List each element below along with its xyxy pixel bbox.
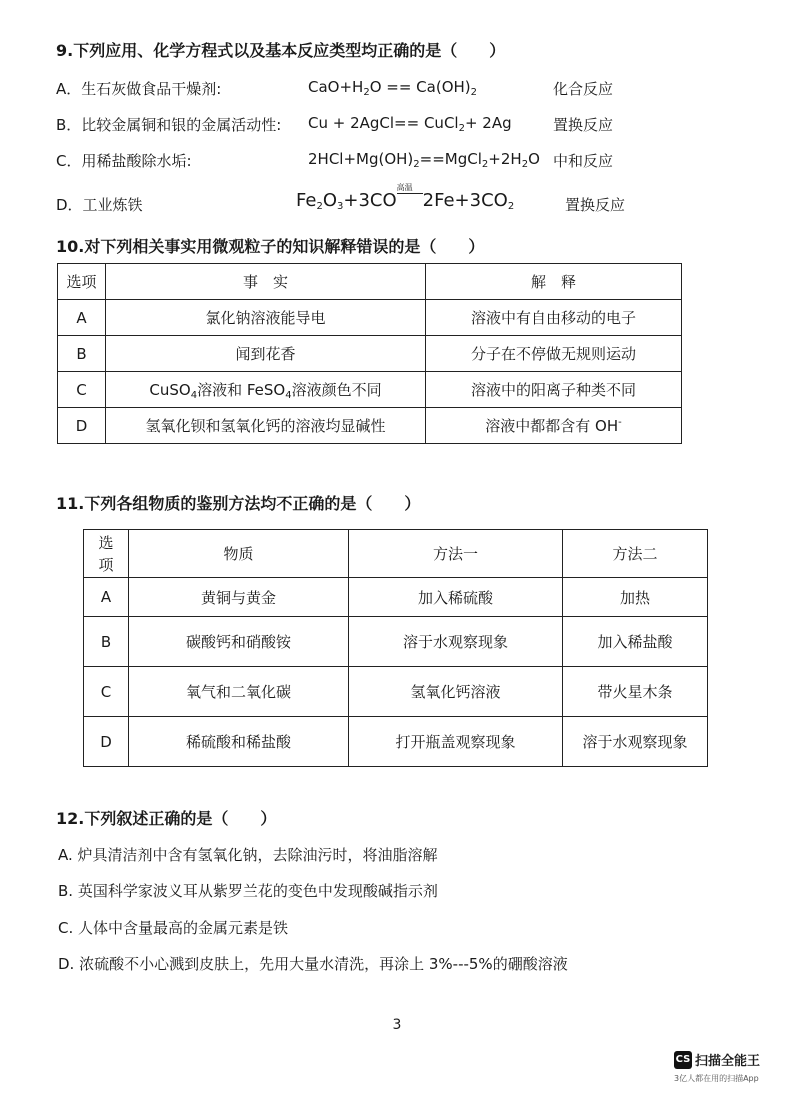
- q9-option-c-label: C．用稀盐酸除水垢:: [56, 152, 192, 170]
- row-method-2: 带火星木条: [563, 667, 708, 717]
- scanner-logo: [674, 1050, 760, 1069]
- q12-option-c: C. 人体中含量最高的金属元素是铁: [58, 919, 289, 937]
- row-fact: 氢氧化钡和氢氧化钙的溶液均显碱性: [106, 408, 426, 444]
- row-method-2: 加热: [563, 578, 708, 617]
- table-header-row: [84, 530, 708, 578]
- q12-option-b: B. 英国科学家波义耳从紫罗兰花的变色中发现酸碱指示剂: [58, 882, 438, 900]
- row-method-2: 加入稀盐酸: [563, 617, 708, 667]
- row-substance: 稀硫酸和稀盐酸: [129, 717, 349, 767]
- table-row: [84, 717, 708, 767]
- table-header-row: [58, 264, 682, 300]
- table-row: [84, 617, 708, 667]
- q12-title: 12.下列叙述正确的是（ ）: [56, 809, 277, 828]
- header-substance: 物质: [129, 530, 349, 578]
- q9-option-b-type: 置换反应: [553, 116, 614, 134]
- q9-option-a-label: A．生石灰做食品干燥剂:: [56, 80, 222, 98]
- row-method-1: 打开瓶盖观察现象: [349, 717, 563, 767]
- header-option: 选 项: [84, 530, 129, 578]
- table-row: [84, 667, 708, 717]
- table-row: [84, 578, 708, 617]
- row-substance: 氧气和二氧化碳: [129, 667, 349, 717]
- row-method-2: 溶于水观察现象: [563, 717, 708, 767]
- logo-name: 扫描全能王: [695, 1054, 761, 1069]
- row-option: C: [84, 667, 129, 717]
- q9-option-b-label: B．比较金属铜和银的金属活动性:: [56, 116, 282, 134]
- table-row: [58, 336, 682, 372]
- table-row: [58, 372, 682, 408]
- row-option: A: [84, 578, 129, 617]
- q9-option-d-equation: $Fe_2O_3+3CO$ 高温 $2Fe+3CO_2$: [296, 183, 515, 212]
- q9-option-a-type: 化合反应: [553, 80, 614, 98]
- row-fact: 闻到花香: [106, 336, 426, 372]
- header-method-1: 方法一: [349, 530, 563, 578]
- table-row: [58, 408, 682, 444]
- header-fact: 事 实: [106, 264, 426, 300]
- row-option: B: [84, 617, 129, 667]
- header-option: 选项: [58, 264, 106, 300]
- row-option: A: [58, 300, 106, 336]
- page-number: 3: [392, 1017, 402, 1033]
- row-option: D: [84, 717, 129, 767]
- row-method-1: 氢氧化钙溶液: [349, 667, 563, 717]
- row-fact: 氯化钠溶液能导电: [106, 300, 426, 336]
- row-option: D: [58, 408, 106, 444]
- row-substance: 碳酸钙和硝酸铵: [129, 617, 349, 667]
- row-option: B: [58, 336, 106, 372]
- row-explanation: 分子在不停做无规则运动: [426, 336, 682, 372]
- cs-logo-icon: CS: [674, 1051, 692, 1069]
- q12-option-d: D. 浓硫酸不小心溅到皮肤上，先用大量水清洗，再涂上 3%---5%的硼酸溶液: [58, 955, 568, 973]
- row-explanation: 溶液中的阳离子种类不同: [426, 372, 682, 408]
- row-method-1: 溶于水观察现象: [349, 617, 563, 667]
- q9-option-d-type: 置换反应: [565, 196, 626, 214]
- q12-option-a: A. 炉具清洁剂中含有氢氧化钠，去除油污时，将油脂溶解: [58, 846, 438, 864]
- q11-title: 11.下列各组物质的鉴别方法均不正确的是（ ）: [56, 494, 421, 513]
- q9-option-a-equation: $CaO+H_2O == Ca(OH)_2$: [308, 78, 478, 98]
- q11-table: [83, 529, 708, 767]
- q9-option-b-equation: Cu + 2AgCl== CuCl$_2$+ 2Ag: [308, 114, 512, 134]
- logo-tagline: 3亿人都在用的扫描App: [674, 1074, 759, 1083]
- reaction-condition: 高温: [396, 183, 413, 192]
- q9-option-c-equation: $2HCl+Mg(OH)_2==MgCl_2+2H_2O$: [308, 150, 540, 170]
- row-explanation: 溶液中有自由移动的电子: [426, 300, 682, 336]
- row-option: C: [58, 372, 106, 408]
- q10-title: 10.对下列相关事实用微观粒子的知识解释错误的是（ ）: [56, 237, 485, 256]
- table-row: [58, 300, 682, 336]
- header-explanation: 解 释: [426, 264, 682, 300]
- row-method-1: 加入稀硫酸: [349, 578, 563, 617]
- row-fact: CuSO$_4$溶液和 FeSO$_4$溶液颜色不同: [106, 372, 426, 408]
- row-explanation: 溶液中都都含有 OH-: [426, 408, 682, 444]
- q10-table: [57, 263, 682, 444]
- row-substance: 黄铜与黄金: [129, 578, 349, 617]
- header-method-2: 方法二: [563, 530, 708, 578]
- q9-title: 9.下列应用、化学方程式以及基本反应类型均正确的是（ ）: [56, 41, 506, 60]
- q9-option-d-label: D．工业炼铁: [56, 196, 143, 214]
- q9-option-c-type: 中和反应: [553, 152, 614, 170]
